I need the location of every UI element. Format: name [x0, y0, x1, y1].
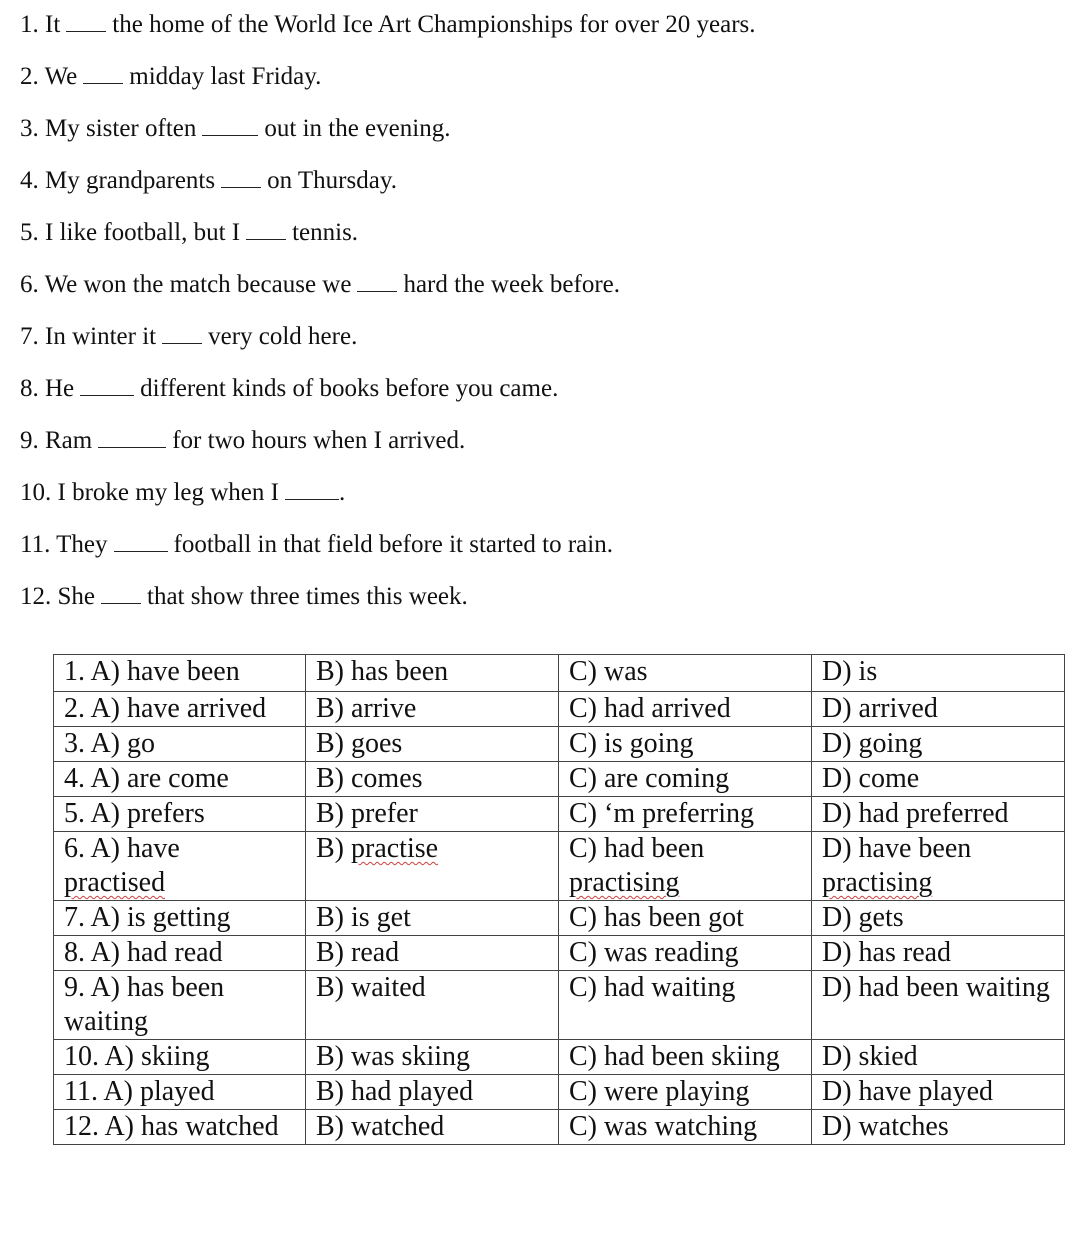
question-text-after: football in that field before it started to rain.	[173, 531, 613, 558]
question-number: 9.	[20, 427, 39, 454]
question-text-before: He	[45, 375, 75, 402]
option-b: B) goes	[306, 727, 559, 762]
table-row	[54, 936, 1065, 971]
answer-blank	[66, 9, 106, 32]
option-c: C) was	[559, 655, 812, 692]
question-5	[20, 216, 1060, 268]
question-3	[20, 112, 1060, 164]
option-c: C) has been got	[559, 901, 812, 936]
option-b: B) waited	[306, 971, 559, 1040]
table-row	[54, 655, 1065, 692]
question-text-after: .	[338, 479, 346, 506]
question-text-before: In winter it	[45, 323, 157, 350]
option-c: C) had arrived	[559, 692, 812, 727]
option-a: 4. A) are come	[54, 762, 306, 797]
question-text-after: different kinds of books before you came.	[140, 375, 559, 402]
question-12	[20, 580, 1060, 632]
question-6	[20, 268, 1060, 320]
answer-blank	[114, 529, 168, 552]
question-text-before: It	[45, 11, 61, 38]
answer-blank	[80, 373, 134, 396]
option-b: B) had played	[306, 1075, 559, 1110]
answer-blank	[202, 113, 258, 136]
question-number: 3.	[20, 115, 39, 142]
question-number: 5.	[20, 219, 39, 246]
answer-blank	[101, 581, 141, 604]
option-c: C) had waiting	[559, 971, 812, 1040]
table-row	[54, 797, 1065, 832]
option-a: 10. A) skiing	[54, 1040, 306, 1075]
question-1	[20, 8, 1060, 60]
question-text-after: out in the evening.	[264, 115, 451, 142]
question-11	[20, 528, 1060, 580]
option-b: B) prefer	[306, 797, 559, 832]
option-d: D) had preferred	[812, 797, 1065, 832]
option-c: C) is going	[559, 727, 812, 762]
option-d: D) had been waiting	[812, 971, 1065, 1040]
answer-blank	[285, 477, 339, 500]
question-text-after: hard the week before.	[403, 271, 621, 298]
question-text-before: I broke my leg when I	[57, 479, 279, 506]
option-a: 7. A) is getting	[54, 901, 306, 936]
question-text-before: My sister often	[45, 115, 197, 142]
answer-blank	[162, 321, 202, 344]
question-text-after: midday last Friday.	[129, 63, 322, 90]
option-text: B)	[316, 833, 344, 864]
question-text-before: I like football, but I	[45, 219, 241, 246]
question-text-before: We	[44, 63, 78, 90]
question-9	[20, 424, 1060, 476]
question-7	[20, 320, 1060, 372]
table-row	[54, 692, 1065, 727]
question-text-after: very cold here.	[208, 323, 358, 350]
option-d: D) come	[812, 762, 1065, 797]
option-d: D) watches	[812, 1110, 1065, 1145]
question-text-before: She	[57, 583, 95, 610]
option-c: C) are coming	[559, 762, 812, 797]
answer-blank	[83, 61, 123, 84]
option-d: D) is	[812, 655, 1065, 692]
option-d: D) has read	[812, 936, 1065, 971]
question-text-after: tennis.	[292, 219, 359, 246]
question-text-before: Ram	[45, 427, 93, 454]
answer-blank	[246, 217, 286, 240]
question-number: 7.	[20, 323, 39, 350]
answer-options-table	[53, 654, 1065, 1145]
question-2	[20, 60, 1060, 112]
question-number: 4.	[20, 167, 39, 194]
question-text-before: They	[56, 531, 108, 558]
table-row	[54, 1040, 1065, 1075]
option-d: D) arrived	[812, 692, 1065, 727]
table-row	[54, 727, 1065, 762]
option-c	[559, 832, 812, 901]
answer-blank	[98, 425, 166, 448]
question-text-before: We won the match because we	[44, 271, 352, 298]
question-list	[20, 8, 1060, 632]
option-a: 12. A) has watched	[54, 1110, 306, 1145]
option-text-flagged: practised	[64, 867, 166, 898]
option-a: 9. A) has been waiting	[54, 971, 306, 1040]
option-text: C) had been	[569, 833, 705, 864]
question-text-before: My grandparents	[45, 167, 216, 194]
option-c: C) was reading	[559, 936, 812, 971]
table-row	[54, 762, 1065, 797]
option-b: B) read	[306, 936, 559, 971]
option-a: 3. A) go	[54, 727, 306, 762]
option-d: D) skied	[812, 1040, 1065, 1075]
option-a: 1. A) have been	[54, 655, 306, 692]
option-c: C) had been skiing	[559, 1040, 812, 1075]
option-b: B) arrive	[306, 692, 559, 727]
option-text-flagged: practising	[822, 867, 933, 898]
question-text-after: on Thursday.	[267, 167, 397, 194]
question-number: 1.	[20, 11, 39, 38]
question-8	[20, 372, 1060, 424]
option-d	[812, 832, 1065, 901]
option-b: B) comes	[306, 762, 559, 797]
option-b: B) watched	[306, 1110, 559, 1145]
question-number: 2.	[20, 63, 39, 90]
option-text: D) have been	[822, 833, 972, 864]
option-b: B) is get	[306, 901, 559, 936]
table-row	[54, 1075, 1065, 1110]
option-b: B) was skiing	[306, 1040, 559, 1075]
question-text-after: for two hours when I arrived.	[172, 427, 466, 454]
option-a: 5. A) prefers	[54, 797, 306, 832]
option-text: 6. A) have	[64, 833, 180, 864]
option-c: C) was watching	[559, 1110, 812, 1145]
option-c: C) were playing	[559, 1075, 812, 1110]
option-d: D) have played	[812, 1075, 1065, 1110]
answer-blank	[357, 269, 397, 292]
table-row	[54, 832, 1065, 901]
option-a: 2. A) have arrived	[54, 692, 306, 727]
option-a: 11. A) played	[54, 1075, 306, 1110]
option-text-flagged: practise	[351, 833, 439, 864]
question-number: 8.	[20, 375, 39, 402]
option-d: D) going	[812, 727, 1065, 762]
option-c: C) ‘m preferring	[559, 797, 812, 832]
question-number: 6.	[20, 271, 39, 298]
option-a: 8. A) had read	[54, 936, 306, 971]
option-a	[54, 832, 306, 901]
question-4	[20, 164, 1060, 216]
question-number: 11.	[20, 531, 51, 558]
question-number: 10.	[20, 479, 52, 506]
answer-blank	[221, 165, 261, 188]
table-row	[54, 971, 1065, 1040]
table-row	[54, 901, 1065, 936]
question-text-after: the home of the World Ice Art Championships for over 20 years.	[112, 11, 756, 38]
question-text-after: that show three times this week.	[147, 583, 468, 610]
option-b	[306, 832, 559, 901]
option-b: B) has been	[306, 655, 559, 692]
option-text-flagged: practising	[569, 867, 680, 898]
table-row	[54, 1110, 1065, 1145]
option-d: D) gets	[812, 901, 1065, 936]
question-number: 12.	[20, 583, 52, 610]
question-10	[20, 476, 1060, 528]
